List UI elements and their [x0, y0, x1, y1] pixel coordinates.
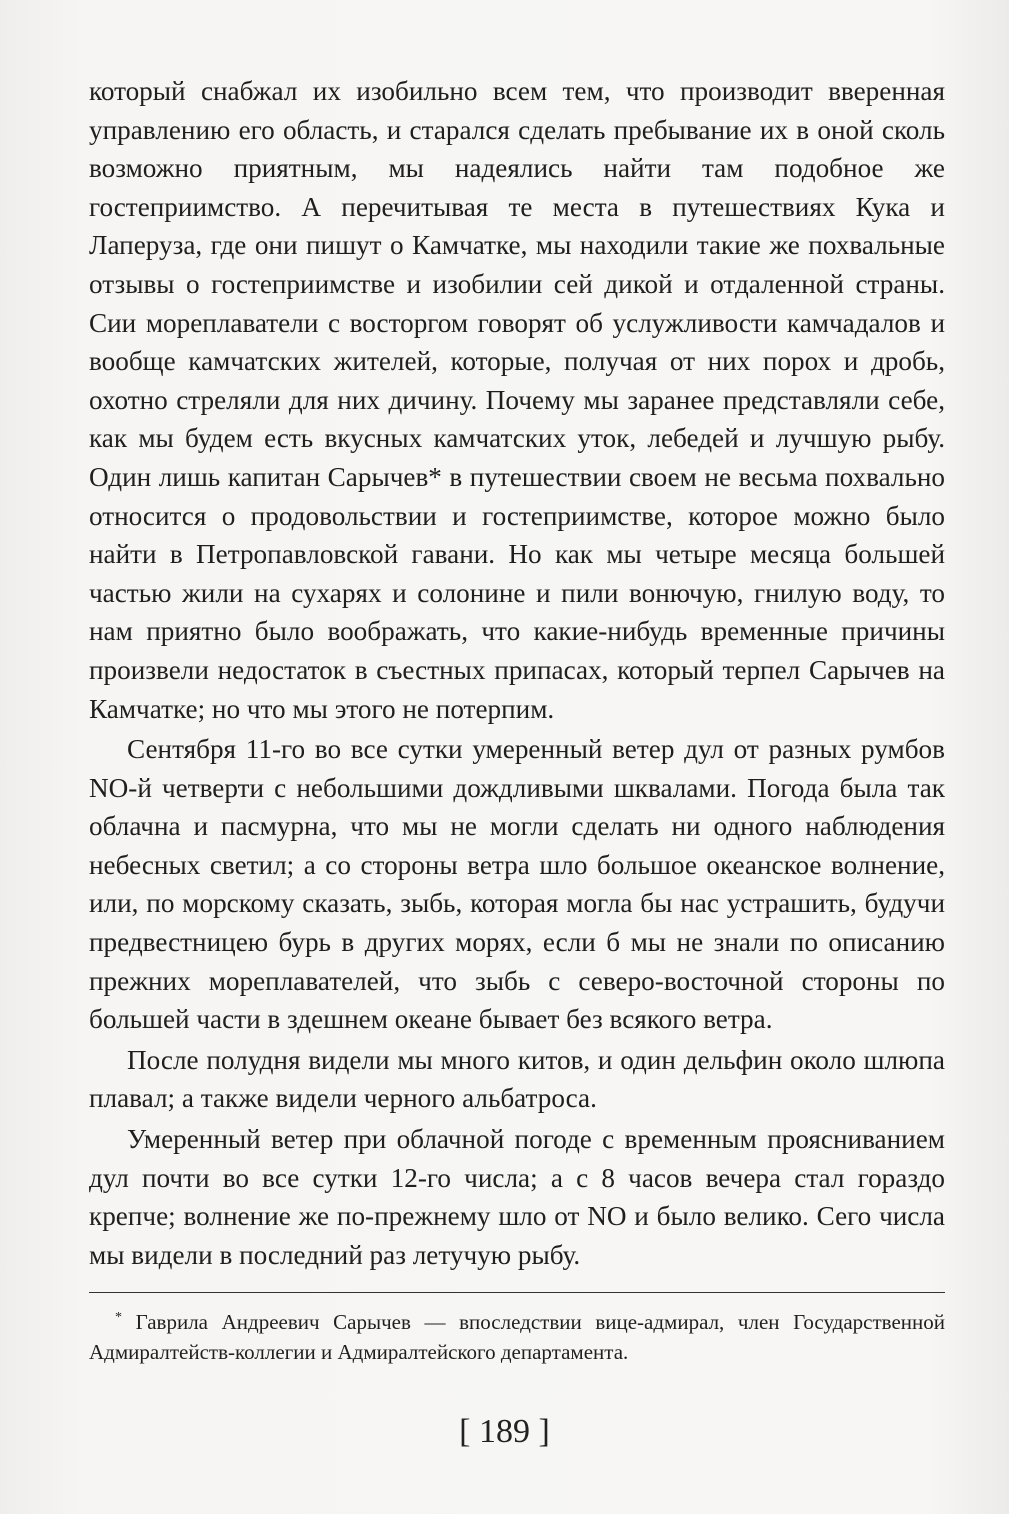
- paragraph-4: Умеренный ветер при облачной погоде с временным проясниванием дул почти во все сутки 12-го числа; а с 8 часов вечера стал гораздо крепче; волнение же по-прежнему шло от NO и было велико. Сего числа мы видели в последний раз летучую рыбу.: [89, 1124, 945, 1270]
- footnote: [89, 1307, 945, 1367]
- paragraph-3: После полудня видели мы много китов, и один дельфин около шлюпа плавал; а также видели черного альбатроса.: [89, 1044, 945, 1114]
- paragraph-1: который снабжал их изобильно всем тем, что производит вверенная управлению его область, и старался сделать пребывание их в оной сколь возможно приятным, мы надеялись найти там подобное же гостеприимство. А перечитывая те места в путешествиях Кука и Лаперуза, где они пишут о Камчатке, мы находили такие же похвальные отзывы о гостеприимстве и изобилии сей дикой и отдаленной страны. Сии мореплаватели с восторгом говорят об услужливости камчадалов и вообще камчатских жителей, которые, получая от них порох и дробь, охотно стреляли для них дичину. Почему мы заранее представляли себе, как мы будем есть вкусных камчатских уток, лебедей и лучшую рыбу. Один лишь капитан Сарычев* в путешествии своем не весьма похвально относится о продовольствии и гостеприимстве, которое можно было найти в Петропавловской гавани. Но как мы четыре месяца большей частью жили на сухарях и солонине и пили вонючую, гнилую воду, то нам приятно было воображать, что какие-нибудь временные причины произвели недостаток в съестных припасах, который терпел Сарычев на Камчатке; но что мы этого не потерпим.: [89, 76, 945, 724]
- footnote-divider: [89, 1292, 945, 1293]
- footnote-text: Гаврила Андреевич Сарычев — впоследствии вице-адмирал, член Государственной Адмиралтейств-коллегии и Адмиралтейского департамента.: [89, 1310, 945, 1364]
- page-number: [ 189 ]: [459, 1413, 550, 1450]
- footnote-mark: *: [115, 1310, 122, 1325]
- main-text: [89, 72, 945, 1274]
- paragraph-2: Сентября 11-го во все сутки умеренный ветер дул от разных румбов NO-й четверти с небольшими дождливыми шквалами. Погода была так облачна и пасмурна, что мы не могли сделать ни одного наблюдения небесных светил; а со стороны ветра шло большое океанское волнение, или, по морскому сказать, зыбь, которая могла бы нас устрашить, будучи предвестницею бурь в других морях, если б мы не знали по описанию прежних мореплавателей, что зыбь с северо-восточной стороны по большей части в здешнем океане бывает без всякого ветра.: [89, 734, 945, 1035]
